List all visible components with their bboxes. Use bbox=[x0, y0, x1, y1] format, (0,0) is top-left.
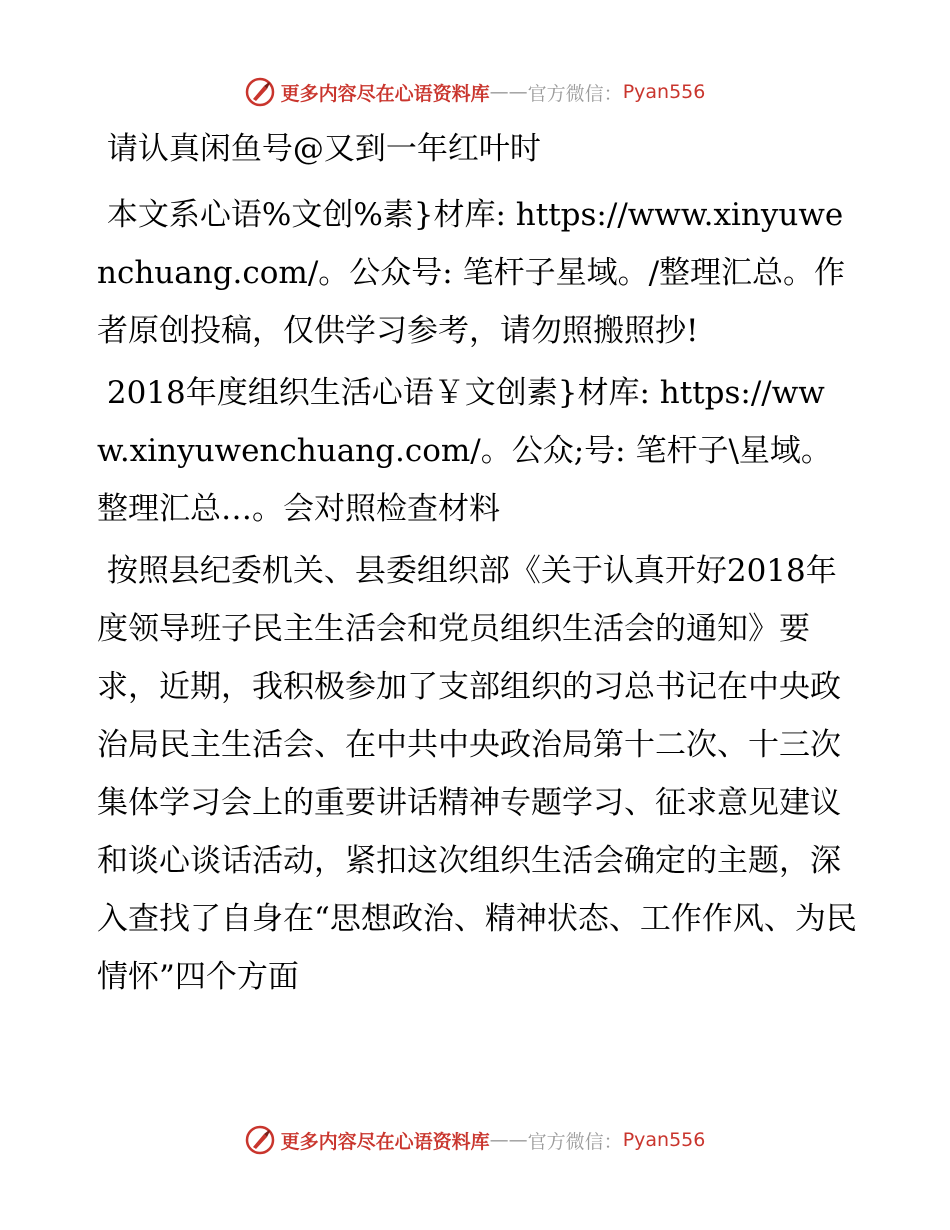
banner-main-text: 更多内容尽在心语资料库 bbox=[280, 82, 490, 105]
document-body bbox=[97, 120, 857, 1010]
banner-dash: —— bbox=[489, 81, 528, 103]
paragraph-source-notice: 本文系心语%文创%素}材库: https://www.xinyuwenchuang.com/。公众号: 笔杆子星域。/整理汇总。作者原创投稿，仅供学习参考，请勿照搬照抄! bbox=[97, 197, 846, 349]
banner-main-text: 更多内容尽在心语资料库 bbox=[280, 1130, 490, 1153]
banner-wechat-id: Pyan556 bbox=[622, 81, 706, 103]
quill-pen-logo-icon bbox=[245, 1125, 275, 1155]
paragraph-document-heading: 2018年度组织生活心语￥文创素}材库: https://www.xinyuwenchuang.com/。公众;号: 笔杆子\星域。整理汇总…。会对照检查材料 bbox=[97, 375, 832, 527]
footer-watermark-banner bbox=[0, 1120, 950, 1160]
banner-dash: —— bbox=[489, 1129, 528, 1151]
banner-wechat-id: Pyan556 bbox=[622, 1129, 706, 1151]
quill-pen-logo-icon bbox=[245, 77, 275, 107]
banner-sub-text: 官方微信： bbox=[527, 1130, 623, 1153]
header-watermark-banner bbox=[0, 72, 950, 112]
banner-sub-text: 官方微信： bbox=[527, 82, 623, 105]
paragraph-body: 按照县纪委机关、县委组织部《关于认真开好2018年度领导班子民主生活会和党员组织生活会的通知》要求，近期，我积极参加了支部组织的习总书记在中央政治局民主生活会、在中共中央政治局第十二次、十三次集体学习会上的重要讲话精神专题学习、征求意见建议和谈心谈话活动，紧扣这次组织生活会确定的主题，深入查找了自身在“思想政治、精神状态、工作作风、为民情怀”四个方面 bbox=[97, 553, 857, 995]
document-title-line: 请认真闲鱼号@又到一年红叶时 bbox=[97, 131, 541, 167]
